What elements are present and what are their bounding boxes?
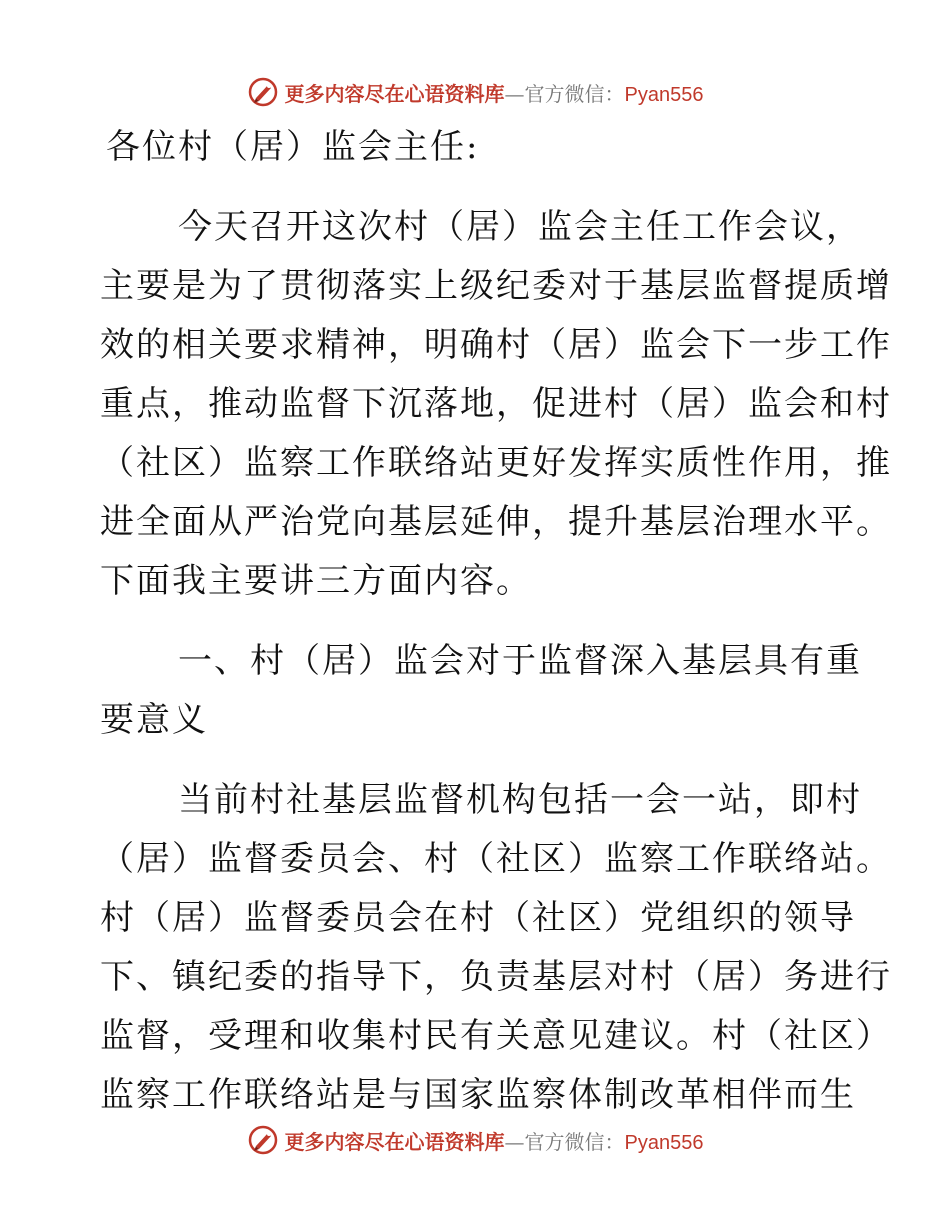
watermark-separator: —	[504, 1129, 525, 1154]
watermark-main: 更多内容尽在心语资料库	[284, 81, 505, 106]
spacer	[100, 750, 850, 771]
watermark-id: Pyan556	[624, 83, 704, 106]
paragraph-line: 监察工作联络站是与国家监察体制改革相伴而生	[100, 1075, 856, 1115]
paragraph-line: 进全面从严治党向基层延伸，提升基层治理水平。	[100, 502, 892, 542]
paragraph-line: 当前村社基层监督机构包括一会一站，即村	[178, 780, 862, 820]
pen-logo-icon	[247, 1124, 279, 1156]
watermark-sub: 官方微信：	[524, 1129, 625, 1154]
paragraph-line: 今天召开这次村（居）监会主任工作会议，	[178, 207, 862, 247]
paragraph-line: 主要是为了贯彻落实上级纪委对于基层监督提质增	[100, 266, 892, 306]
paragraph-intro	[100, 198, 892, 611]
watermark-text	[285, 78, 704, 107]
spacer	[100, 611, 850, 632]
watermark-text	[285, 1126, 704, 1155]
paragraph-line: 下、镇纪委的指导下，负责基层对村（居）务进行	[100, 957, 892, 997]
watermark-footer	[0, 1120, 950, 1160]
paragraph-line: 下面我主要讲三方面内容。	[100, 561, 532, 601]
paragraph-line: 重点，推动监督下沉落地，促进村（居）监会和村	[100, 384, 892, 424]
watermark-id: Pyan556	[624, 1131, 704, 1154]
document-body	[100, 118, 892, 1125]
pen-logo-icon	[247, 76, 279, 108]
spacer	[100, 177, 850, 198]
watermark-header	[0, 72, 950, 112]
heading-line: 要意义	[100, 700, 208, 740]
paragraph-line: （社区）监察工作联络站更好发挥实质性作用，推	[100, 443, 892, 483]
watermark-separator: —	[504, 81, 525, 106]
heading-line: 一、村（居）监会对于监督深入基层具有重	[178, 641, 862, 681]
salutation: 各位村（居）监会主任:	[106, 127, 480, 167]
paragraph-line: 村（居）监督委员会在村（社区）党组织的领导	[100, 898, 856, 938]
section-heading	[100, 632, 862, 750]
paragraph-structure	[100, 771, 892, 1125]
paragraph-line: （居）监督委员会、村（社区）监察工作联络站。	[100, 839, 892, 879]
paragraph-line: 效的相关要求精神，明确村（居）监会下一步工作	[100, 325, 892, 365]
watermark-main: 更多内容尽在心语资料库	[284, 1129, 505, 1154]
watermark-sub: 官方微信：	[524, 81, 625, 106]
paragraph-line: 监督，受理和收集村民有关意见建议。村（社区）	[100, 1016, 892, 1056]
